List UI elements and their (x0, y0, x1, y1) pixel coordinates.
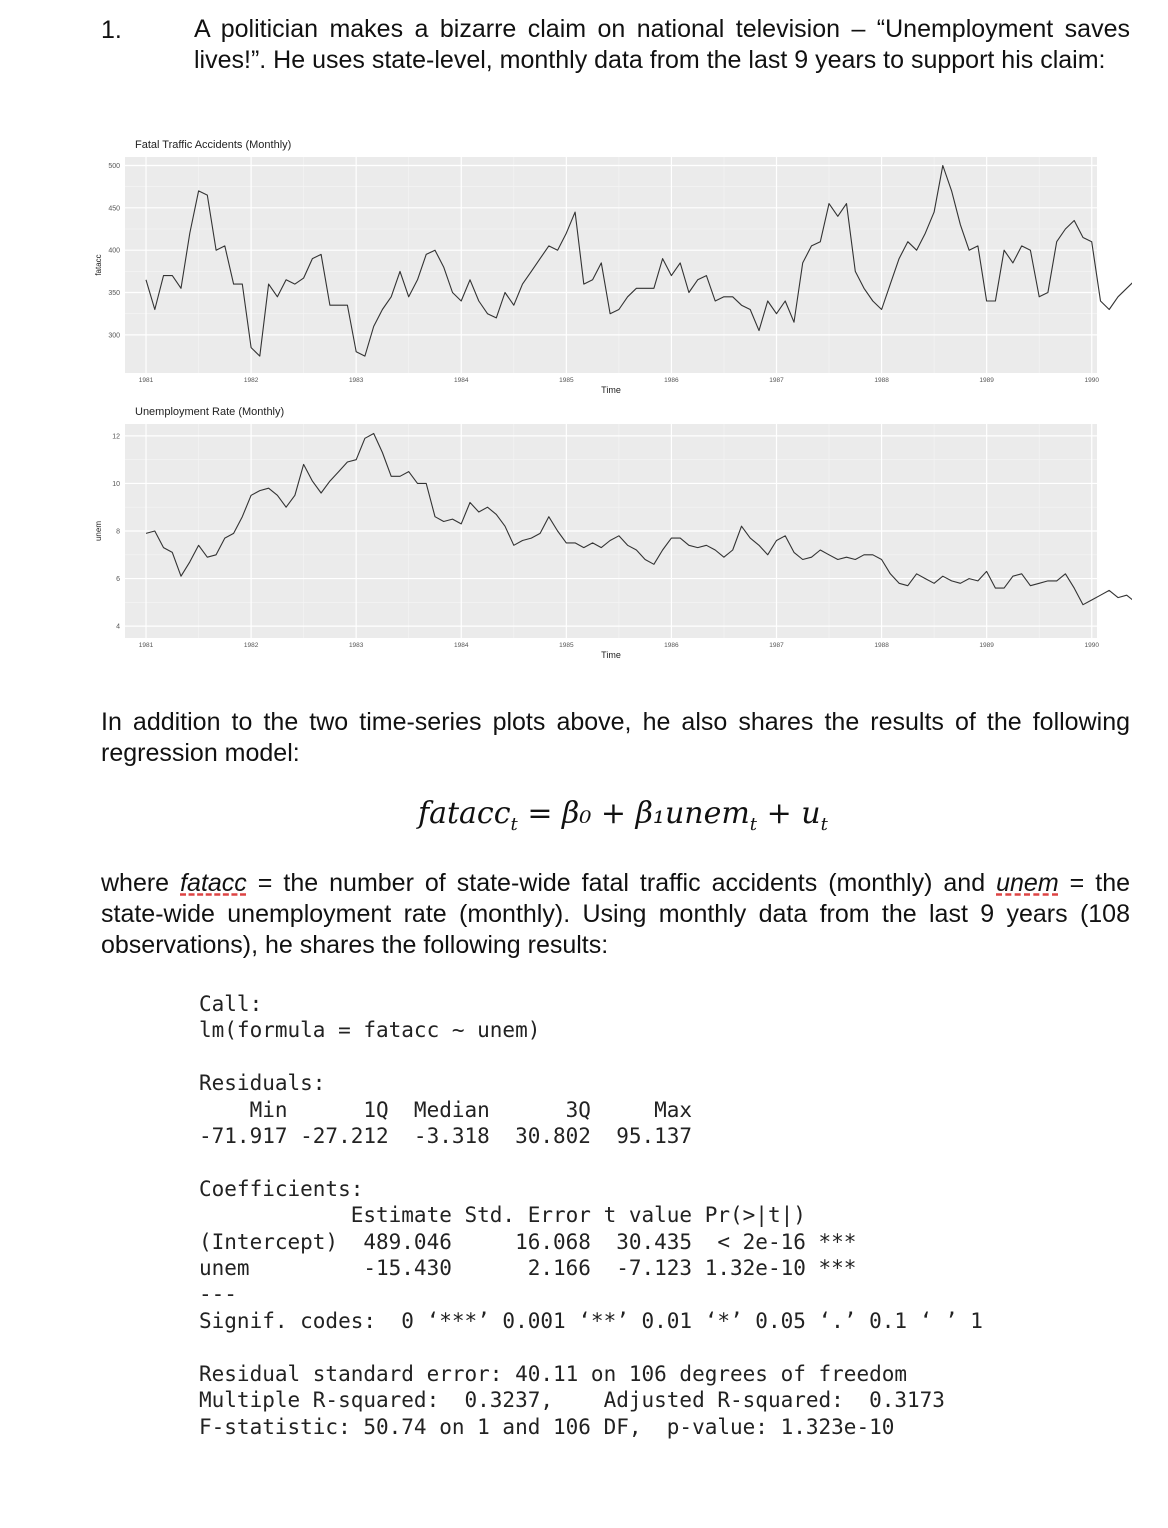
eq-error: + u (766, 796, 821, 831)
chart1-x-tick-label: 1989 (979, 642, 994, 649)
chart0-x-tick-label: 1982 (243, 377, 259, 384)
question-number: 1. (101, 16, 122, 44)
chart1-y-axis-label: unem (94, 520, 103, 542)
chart0-x-tick-label: 1981 (138, 377, 154, 384)
chart0-y-tick-label: 350 (108, 290, 120, 298)
addition-paragraph: In addition to the two time-series plots above, he also shares the results of the following regression model: (101, 708, 1130, 767)
chart1-x-tick-label: 1982 (243, 642, 259, 649)
eq-lhs: fatacc (418, 796, 511, 831)
chart1-y-tick-label: 4 (116, 623, 120, 631)
chart1-x-tick-label: 1984 (454, 642, 469, 649)
regression-equation (418, 796, 828, 835)
regression-output: Call: lm(formula = fatacc ~ unem) Residuals: Min 1Q Median 3Q Max -71.917 -27.212 -3.318 30.802 95.137 Coefficients: Estimate Std. Error t value Pr(>|t|) (Intercept) 489.046 16.068 30.435 < 2e-16 *** unem -15.430 2.166 -7.123 1.32e-10 *** --- Signif. codes: 0 ‘***’ 0.001 ‘**’ 0.01 ‘*’ 0.05 ‘.’ 0.1 ‘ ’ 1 Residual standard error: 40.11 on 106 degrees of freedom Multiple R-squared: 0.3237, Adjusted R-squared: 0.3173 F-statistic: 50.74 on 1 and 106 DF, p-value: 1.323e-10 (199, 992, 983, 1439)
chart1-x-axis-label: Time (601, 650, 621, 660)
chart0-x-axis-label: Time (601, 385, 621, 395)
chart0-x-tick-label: 1984 (454, 377, 469, 384)
eq-unem-subscript: t (749, 814, 758, 835)
chart0-title: Fatal Traffic Accidents (Monthly) (135, 139, 292, 151)
where-paragraph (101, 868, 1130, 961)
chart1-y-tick-label: 10 (112, 480, 120, 488)
chart0-x-tick-label: 1985 (559, 377, 574, 384)
where-text-3: = the state-wide unemployment rate (monthly). Using monthly data from the last 9 years (108 observations), he shares the following results: (101, 869, 1131, 959)
chart0-x-tick-label: 1987 (769, 377, 784, 384)
eq-rhs: = β₀ + β₁unem (527, 796, 750, 831)
chart1-x-tick-label: 1986 (664, 642, 679, 649)
where-text-1: where (101, 869, 181, 897)
chart0-y-tick-label: 400 (108, 247, 120, 255)
chart1-x-tick-label: 1985 (559, 642, 574, 649)
eq-error-subscript: t (820, 814, 828, 835)
chart1-x-tick-label: 1987 (769, 642, 784, 649)
chart0-x-tick-label: 1988 (874, 377, 889, 384)
fatacc-chart (88, 135, 1132, 405)
chart0-y-tick-label: 300 (108, 332, 120, 340)
chart1-x-tick-label: 1983 (348, 642, 364, 649)
var-fatacc: fatacc (180, 869, 247, 897)
chart1-y-tick-label: 6 (116, 576, 120, 584)
var-unem: unem (996, 869, 1059, 897)
chart1-y-tick-label: 12 (112, 433, 120, 441)
where-text-2: = the number of state-wide fatal traffic accidents (monthly) and (246, 869, 997, 897)
chart1-x-tick-label: 1981 (138, 642, 154, 649)
chart1-title: Unemployment Rate (Monthly) (135, 406, 285, 418)
chart1-x-tick-label: 1988 (874, 642, 889, 649)
chart0-x-tick-label: 1986 (664, 377, 679, 384)
chart0-x-tick-label: 1990 (1084, 377, 1099, 384)
chart0-y-tick-label: 450 (108, 205, 120, 213)
chart1-y-tick-label: 8 (116, 528, 120, 536)
chart0-x-tick-label: 1989 (979, 377, 994, 384)
question-intro: A politician makes a bizarre claim on national television – “Unemployment saves lives!”. He uses state-level, monthly data from the last 9 years to support his claim: (194, 15, 1130, 74)
eq-lhs-subscript: t (510, 814, 518, 835)
chart0-x-tick-label: 1983 (348, 377, 364, 384)
chart0-y-axis-label: fatacc (94, 254, 103, 276)
unem-chart (88, 400, 1132, 670)
chart0-y-tick-label: 500 (108, 162, 120, 170)
chart1-x-tick-label: 1990 (1084, 642, 1099, 649)
